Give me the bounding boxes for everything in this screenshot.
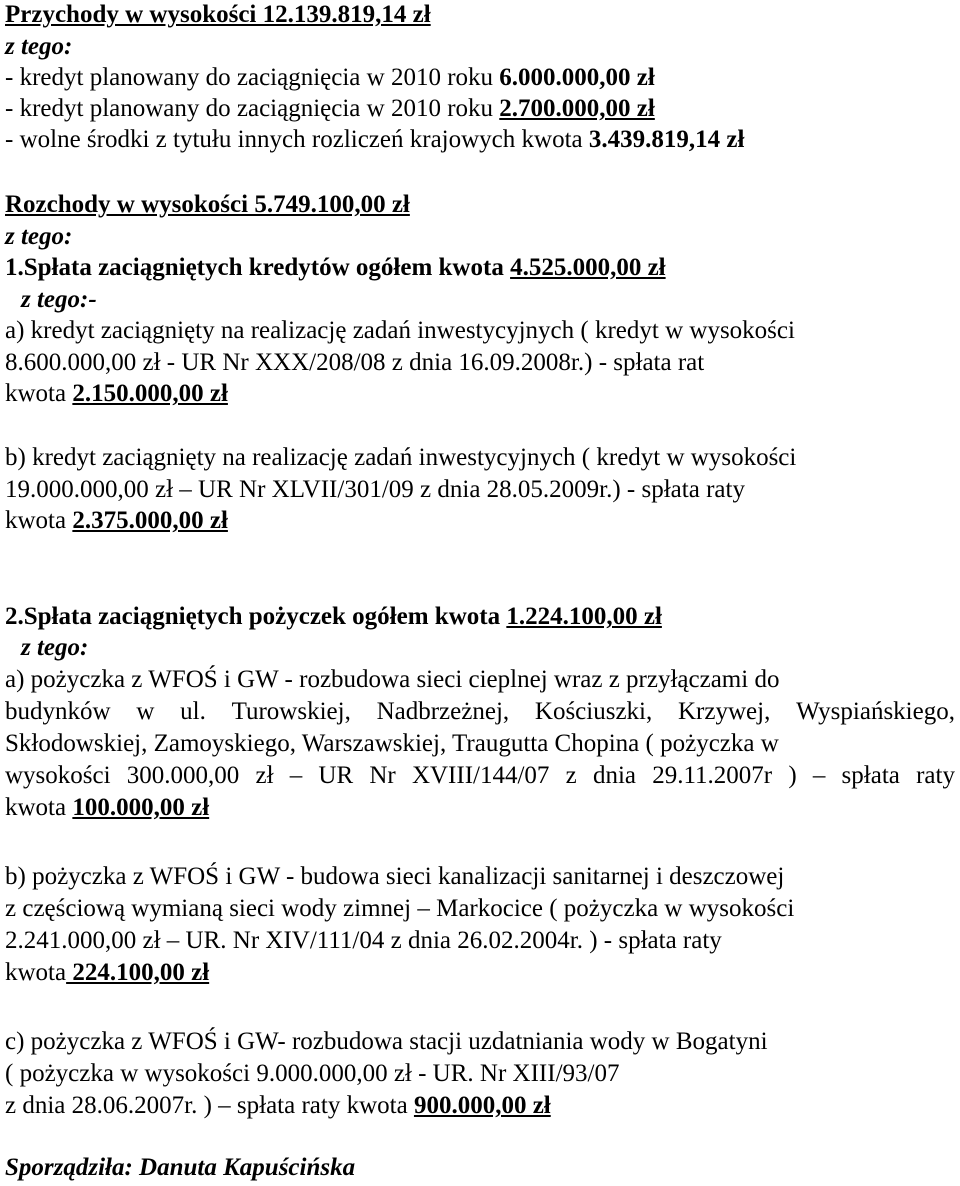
- loan-c-line-2: ( pożyczka w wysokości 9.000.000,00 zł - UR. Nr XIII/93/07: [5, 1060, 620, 1087]
- section-1-amount: 4.525.000,00 zł: [510, 254, 666, 281]
- credit-a-line-2: 8.600.000,00 zł - UR Nr XXX/208/08 z dnia 16.09.2008r.) - spłata rat: [5, 349, 705, 376]
- income-heading: Przychody w wysokości 12.139.819,14 zł: [5, 1, 431, 28]
- credit-a-line-3: [5, 379, 228, 409]
- justified-word: budynków: [5, 698, 111, 725]
- section-1-text: 1.Spłata zaciągniętych kredytów ogółem kwota: [5, 254, 511, 281]
- justified-word: spłata: [841, 762, 900, 789]
- credit-b-line-2: 19.000.000,00 zł – UR Nr XLVII/301/09 z dnia 28.05.2009r.) - spłata raty: [5, 476, 745, 503]
- income-line-2-text: - kredyt planowany do zaciągnięcia w 2010 roku: [5, 95, 500, 122]
- justified-word: ): [788, 762, 797, 789]
- income-line-3: [5, 125, 744, 155]
- justified-word: 29.11.2007r: [652, 762, 773, 789]
- justified-word: ul.: [180, 698, 206, 725]
- justified-word: –: [289, 762, 303, 789]
- loan-c-line-3: [5, 1091, 551, 1121]
- justified-word: Krzywej,: [678, 698, 771, 725]
- prepared-by-signature: Sporządziła: Danuta Kapuścińska: [5, 1154, 356, 1181]
- loan-a-line-2: [5, 697, 955, 727]
- loan-c-line-1: c) pożyczka z WFOŚ i GW- rozbudowa stacji uzdatniania wody w Bogatyni: [5, 1028, 768, 1055]
- loan-a-line-3: Skłodowskiej, Zamoyskiego, Warszawskiej, Traugutta Chopina ( pożyczka w: [5, 730, 779, 757]
- justified-word: UR: [318, 762, 354, 789]
- justified-word: Kościuszki,: [534, 698, 653, 725]
- justified-word: dnia: [592, 762, 636, 789]
- loan-b-line-2: z częściową wymianą sieci wody zimnej – Markocice ( pożyczka w wysokości: [5, 895, 795, 922]
- credit-b-line-3: [5, 506, 228, 536]
- justified-word: w: [136, 698, 155, 725]
- credit-a-amount: 2.150.000,00 zł: [72, 380, 228, 407]
- justified-word: z: [565, 762, 577, 789]
- section-1-heading: [5, 253, 666, 283]
- income-line-1-amount: 6.000.000,00 zł: [499, 64, 655, 91]
- justified-word: wysokości: [5, 762, 111, 789]
- income-line-3-amount: 3.439.819,14 zł: [588, 126, 745, 153]
- credit-b-line-1: b) kredyt zaciągnięty na realizację zadań inwestycyjnych ( kredyt w wysokości: [5, 444, 797, 471]
- justified-word: –: [812, 762, 826, 789]
- section-1-z-tego: z tego:-: [21, 286, 97, 313]
- expenses-heading: Rozchody w wysokości 5.749.100,00 zł: [5, 191, 410, 218]
- loan-b-line-4: [5, 958, 209, 988]
- loan-c-text: z dnia 28.06.2007r. ) – spłata raty kwota: [5, 1092, 414, 1119]
- justified-word: Nr: [369, 762, 396, 789]
- credit-b-kwota: kwota: [5, 507, 73, 534]
- income-z-tego: z tego:: [5, 33, 73, 60]
- expenses-z-tego: z tego:: [5, 223, 73, 250]
- loan-b-kwota: kwota: [5, 959, 67, 986]
- justified-word: Turowskiej,: [231, 698, 351, 725]
- section-2-text: 2.Spłata zaciągniętych pożyczek ogółem kwota: [5, 603, 507, 630]
- income-line-1-text: - kredyt planowany do zaciągnięcia w 2010 roku: [5, 64, 500, 91]
- loan-a-line-4: [5, 761, 955, 791]
- section-2-amount: 1.224.100,00 zł: [506, 603, 662, 630]
- loan-a-line-5: [5, 793, 209, 823]
- loan-a-amount: 100.000,00 zł: [72, 794, 210, 821]
- loan-b-amount: 224.100,00 zł: [66, 959, 210, 986]
- loan-c-amount: 900.000,00 zł: [413, 1092, 551, 1119]
- justified-word: 300.000,00: [126, 762, 240, 789]
- section-2-heading: [5, 602, 662, 632]
- justified-word: zł: [255, 762, 274, 789]
- justified-word: raty: [916, 762, 955, 789]
- credit-a-kwota: kwota: [5, 380, 73, 407]
- income-line-3-text: - wolne środki z tytułu innych rozliczeń krajowych kwota: [5, 126, 589, 153]
- section-2-z-tego: z tego:: [21, 634, 89, 661]
- loan-b-line-3: 2.241.000,00 zł – UR. Nr XIV/111/04 z dnia 26.02.2004r. ) - spłata raty: [5, 927, 722, 954]
- loan-a-kwota: kwota: [5, 794, 73, 821]
- income-line-2: [5, 94, 655, 124]
- income-line-1: [5, 63, 655, 93]
- justified-word: Nadbrzeżnej,: [376, 698, 510, 725]
- income-line-2-amount: 2.700.000,00 zł: [499, 95, 655, 122]
- justified-word: Wyspiańskiego,: [796, 698, 955, 725]
- credit-a-line-1: a) kredyt zaciągnięty na realizację zadań inwestycyjnych ( kredyt w wysokości: [5, 317, 795, 344]
- loan-a-line-1: a) pożyczka z WFOŚ i GW - rozbudowa sieci cieplnej wraz z przyłączami do: [5, 666, 780, 693]
- justified-word: XVIII/144/07: [411, 762, 550, 789]
- credit-b-amount: 2.375.000,00 zł: [72, 507, 228, 534]
- loan-b-line-1: b) pożyczka z WFOŚ i GW - budowa sieci kanalizacji sanitarnej i deszczowej: [5, 863, 785, 890]
